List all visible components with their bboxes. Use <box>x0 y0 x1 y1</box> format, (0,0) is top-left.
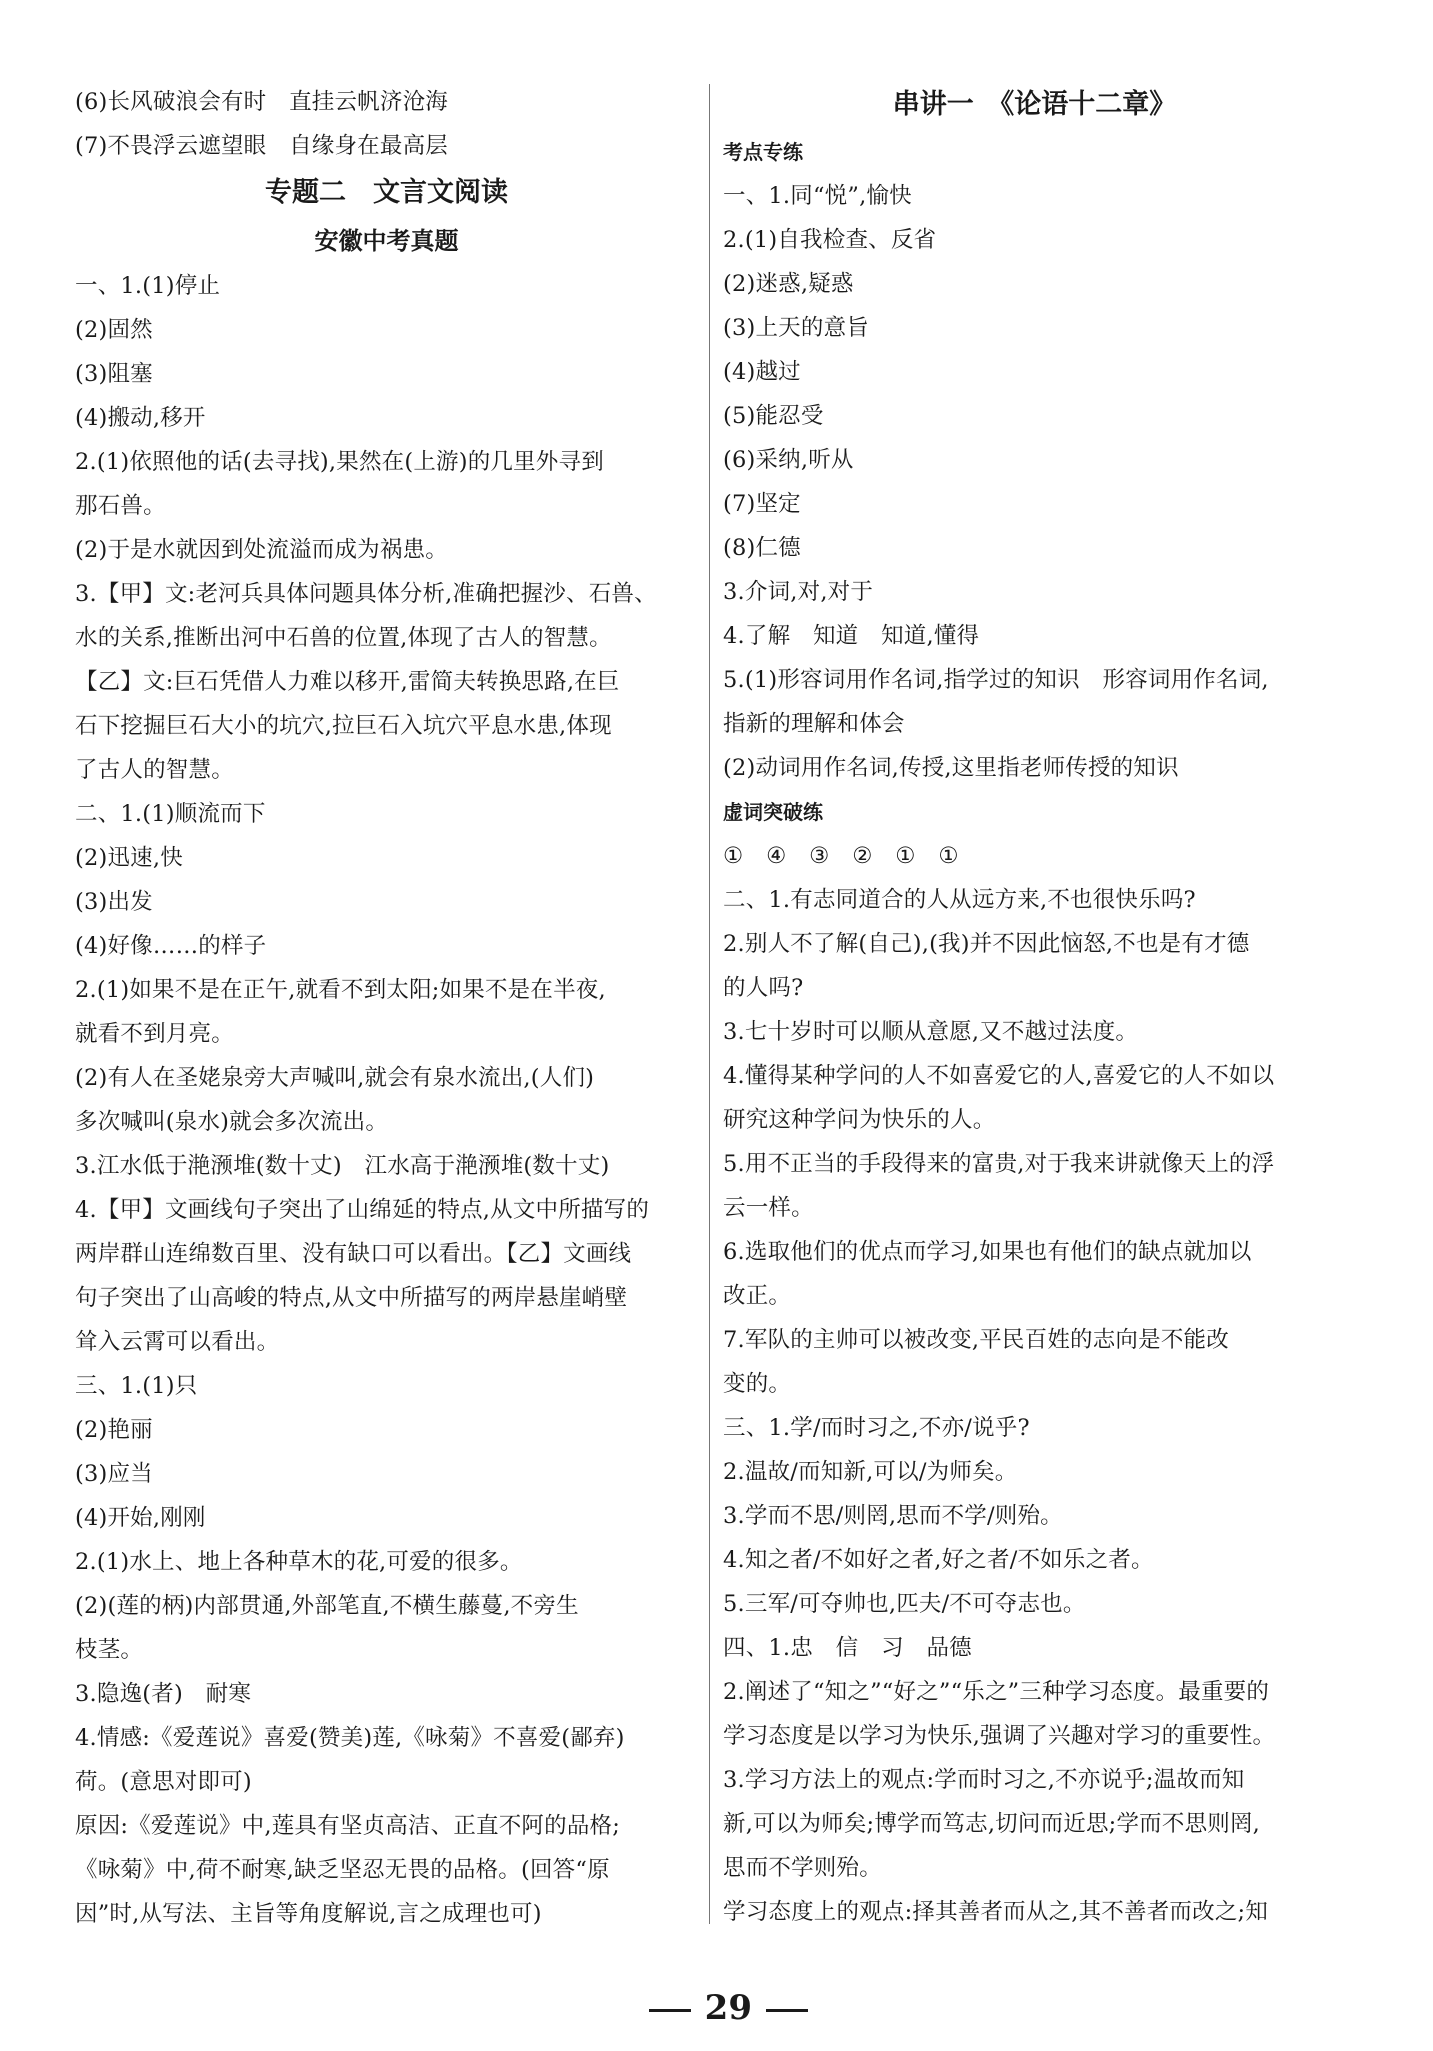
answer-list <box>723 174 1346 790</box>
text-line: (3)上天的意旨 <box>723 315 869 341</box>
topic-title: 专题二 文言文阅读 <box>265 177 508 208</box>
text-line: 一、1.同“悦”,愉快 <box>723 183 912 209</box>
text-line: 5.用不正当的手段得来的富贵,对于我来讲就像天上的浮 <box>723 1151 1275 1177</box>
text-line: (3)阻塞 <box>75 361 153 387</box>
text-line: 四、1.忠 信 习 品德 <box>723 1635 972 1661</box>
text-line: (2)迅速,快 <box>75 845 183 871</box>
text-line: 多次喊叫(泉水)就会多次流出。 <box>75 1109 389 1135</box>
text-line: 那石兽。 <box>75 493 166 519</box>
text-line: 《咏菊》中,荷不耐寒,缺乏坚忍无畏的品格。(回答“原 <box>75 1857 610 1883</box>
text-line: (2)有人在圣姥泉旁大声喊叫,就会有泉水流出,(人们) <box>75 1065 595 1091</box>
text-line: (4)好像……的样子 <box>75 933 267 959</box>
text-line: (2)固然 <box>75 317 153 343</box>
text-line: 三、1.(1)只 <box>75 1373 198 1399</box>
page-footer <box>0 1948 1433 2028</box>
text-line: ① ④ ③ ② ① ① <box>723 843 959 869</box>
text-line: 3.江水低于滟滪堆(数十丈) 江水高于滟滪堆(数十丈) <box>75 1153 610 1179</box>
text-line: (2)艳丽 <box>75 1417 153 1443</box>
text-line: 学习态度是以学习为快乐,强调了兴趣对学习的重要性。 <box>723 1723 1276 1749</box>
text-line: (6)采纳,听从 <box>723 447 854 473</box>
text-line: (6)长风破浪会有时 直挂云帆济沧海 <box>75 89 448 115</box>
text-line: 4.了解 知道 知道,懂得 <box>723 623 980 649</box>
text-line: 的人吗? <box>723 975 804 1001</box>
text-line: 3.【甲】文:老河兵具体问题具体分析,准确把握沙、石兽、 <box>75 581 657 607</box>
text-line: 3.介词,对,对于 <box>723 579 874 605</box>
text-line: 云一样。 <box>723 1195 814 1221</box>
text-line: 一、1.(1)停止 <box>75 273 221 299</box>
text-line: 就看不到月亮。 <box>75 1021 234 1047</box>
text-line: (4)搬动,移开 <box>75 405 206 431</box>
page-number: 29 <box>704 1988 752 2028</box>
text-line: 句子突出了山高峻的特点,从文中所描写的两岸悬崖峭壁 <box>75 1285 628 1311</box>
text-line: 荷。(意思对即可) <box>75 1769 252 1795</box>
answer-list <box>723 834 1346 1934</box>
text-line: 二、1.有志同道合的人从远方来,不也很快乐吗? <box>723 887 1196 913</box>
text-line: 5.(1)形容词用作名词,指学过的知识 形容词用作名词, <box>723 667 1269 693</box>
text-line: (4)越过 <box>723 359 801 385</box>
text-line: (2)迷惑,疑惑 <box>723 271 854 297</box>
text-line: (3)出发 <box>75 889 153 915</box>
text-line: (2)于是水就因到处流溢而成为祸患。 <box>75 537 448 563</box>
text-line: 4.情感:《爱莲说》喜爱(赞美)莲,《咏菊》不喜爱(鄙弃) <box>75 1725 625 1751</box>
text-line: (7)不畏浮云遮望眼 自缘身在最高层 <box>75 133 448 159</box>
text-line: (5)能忍受 <box>723 403 824 429</box>
text-line: 枝茎。 <box>75 1637 144 1663</box>
footer-dash <box>766 2009 808 2012</box>
text-line: 水的关系,推断出河中石兽的位置,体现了古人的智慧。 <box>75 625 612 651</box>
section-heading: 考点专练 <box>723 140 803 164</box>
text-line: 2.(1)水上、地上各种草木的花,可爱的很多。 <box>75 1549 523 1575</box>
text-line: 4.知之者/不如好之者,好之者/不如乐之者。 <box>723 1547 1154 1573</box>
text-line: 3.七十岁时可以顺从意愿,又不越过法度。 <box>723 1019 1139 1045</box>
text-line: 3.隐逸(者) 耐寒 <box>75 1681 252 1707</box>
text-line: (3)应当 <box>75 1461 153 1487</box>
text-line: (7)坚定 <box>723 491 801 517</box>
answer-list <box>75 264 698 1936</box>
text-line: 石下挖掘巨石大小的坑穴,拉巨石入坑穴平息水患,体现 <box>75 713 612 739</box>
text-line: 指新的理解和体会 <box>723 711 905 737</box>
text-line: 2.温故/而知新,可以/为师矣。 <box>723 1459 1018 1485</box>
footer-dash <box>649 2009 691 2012</box>
text-line: 【乙】文:巨石凭借人力难以移开,雷简夫转换思路,在巨 <box>75 669 620 695</box>
intro-lines <box>75 80 698 168</box>
text-line: 3.学习方法上的观点:学而时习之,不亦说乎;温故而知 <box>723 1767 1245 1793</box>
text-line: (8)仁德 <box>723 535 801 561</box>
text-line: (2)动词用作名词,传授,这里指老师传授的知识 <box>723 755 1179 781</box>
text-line: 6.选取他们的优点而学习,如果也有他们的缺点就加以 <box>723 1239 1252 1265</box>
left-column <box>75 80 698 1936</box>
text-line: 二、1.(1)顺流而下 <box>75 801 266 827</box>
lesson-title: 串讲一 《论语十二章》 <box>892 89 1177 120</box>
text-line: 学习态度上的观点:择其善者而从之,其不善者而改之;知 <box>723 1899 1269 1925</box>
section-title: 安徽中考真题 <box>314 227 459 255</box>
text-line: 2.阐述了“知之”“好之”“乐之”三种学习态度。最重要的 <box>723 1679 1270 1705</box>
text-line: 原因:《爱莲说》中,莲具有坚贞高洁、正直不阿的品格; <box>75 1813 621 1839</box>
text-line: 2.(1)自我检查、反省 <box>723 227 937 253</box>
text-line: 变的。 <box>723 1371 792 1397</box>
text-line: 3.学而不思/则罔,思而不学/则殆。 <box>723 1503 1063 1529</box>
text-line: 研究这种学问为快乐的人。 <box>723 1107 996 1133</box>
text-line: 三、1.学/而时习之,不亦/说乎? <box>723 1415 1030 1441</box>
text-line: (4)开始,刚刚 <box>75 1505 206 1531</box>
column-divider <box>709 84 710 1924</box>
text-line: 2.(1)依照他的话(去寻找),果然在(上游)的几里外寻到 <box>75 449 604 475</box>
text-line: 5.三军/可夺帅也,匹夫/不可夺志也。 <box>723 1591 1086 1617</box>
text-line: 2.(1)如果不是在正午,就看不到太阳;如果不是在半夜, <box>75 977 606 1003</box>
text-line: 4.懂得某种学问的人不如喜爱它的人,喜爱它的人不如以 <box>723 1063 1275 1089</box>
text-line: 改正。 <box>723 1283 792 1309</box>
text-line: 了古人的智慧。 <box>75 757 234 783</box>
text-line: 7.军队的主帅可以被改变,平民百姓的志向是不能改 <box>723 1327 1229 1353</box>
text-line: (2)(莲的柄)内部贯通,外部笔直,不横生藤蔓,不旁生 <box>75 1593 579 1619</box>
text-line: 因”时,从写法、主旨等角度解说,言之成理也可) <box>75 1901 542 1927</box>
right-column <box>723 80 1346 1934</box>
text-line: 新,可以为师矣;博学而笃志,切问而近思;学而不思则罔, <box>723 1811 1261 1837</box>
text-line: 两岸群山连绵数百里、没有缺口可以看出。【乙】文画线 <box>75 1241 632 1267</box>
text-line: 4.【甲】文画线句子突出了山绵延的特点,从文中所描写的 <box>75 1197 650 1223</box>
text-line: 思而不学则殆。 <box>723 1855 882 1881</box>
text-line: 2.别人不了解(自己),(我)并不因此恼怒,不也是有才德 <box>723 931 1250 957</box>
text-line: 耸入云霄可以看出。 <box>75 1329 280 1355</box>
section-heading: 虚词突破练 <box>723 800 823 824</box>
